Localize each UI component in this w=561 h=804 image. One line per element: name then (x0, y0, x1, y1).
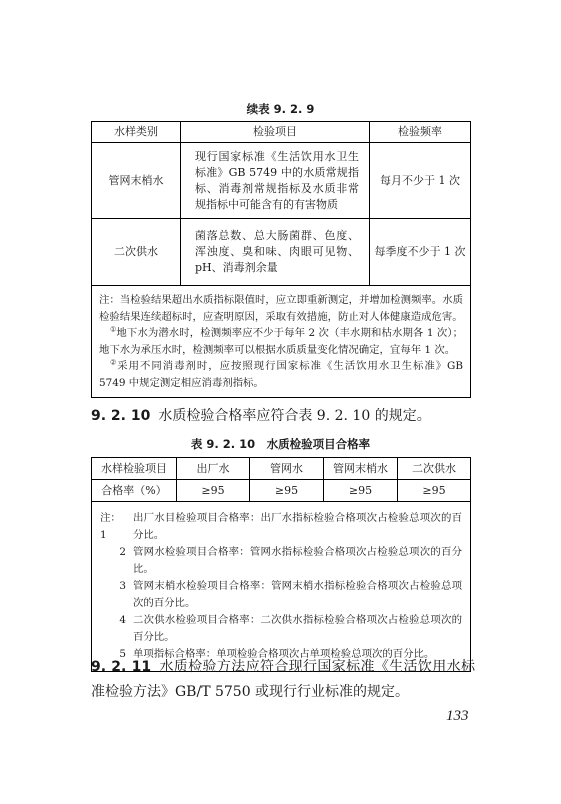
note-number: 1 (100, 529, 107, 541)
row-category: 二次供水 (92, 219, 181, 286)
clause-9-2-10 (91, 404, 475, 429)
clause-text: 水质检验合格率应符合表 9. 2. 10 的规定。 (158, 408, 431, 424)
note-text: 采用不同消毒剂时，应按照现行国家标准《生活饮用水卫生标准》GB 5749 中规定测定相应消毒剂指标。 (99, 360, 463, 389)
row-frequency: 每季度不少于 1 次 (370, 219, 471, 286)
page-number: 133 (446, 708, 469, 724)
note-item (99, 325, 463, 358)
note-text: 管网末梢水检验项目合格率：管网末梢水指标检验合格项次占检验总项次的百分比。 (133, 580, 462, 609)
table-notes (92, 502, 471, 672)
row-frequency: 每月不少于 1 次 (370, 143, 471, 219)
note-number: 4 (119, 614, 126, 626)
note-item (100, 510, 462, 544)
note-number: 3 (119, 580, 126, 592)
table-notes-row (92, 286, 471, 398)
table-notes (92, 286, 471, 398)
clause-text: 水质检验方法应符合现行国家标准《生活饮用水标准检验方法》GB/T 5750 或现行行业标准的规定。 (91, 659, 475, 700)
clause-number: 9. 2. 10 (91, 408, 151, 424)
notes-prefix: 注： (100, 512, 121, 524)
row-category: 管网末梢水 (92, 143, 181, 219)
table-header-row (92, 122, 471, 143)
note-label (100, 510, 133, 544)
table-caption: 表 9. 2. 10 水质检验项目合格率 (190, 437, 371, 451)
header-water-category: 水样类别 (92, 122, 181, 143)
water-sampling-frequency-table (91, 121, 471, 398)
header-frequency: 检验频率 (370, 122, 471, 143)
pass-rate-table (91, 457, 471, 672)
note-mark: ① (110, 325, 117, 334)
clause-number: 9. 2. 11 (91, 659, 152, 675)
note-item (99, 358, 463, 391)
table-row (92, 480, 471, 502)
note-text: 管网水检验项目合格率：管网水指标检验合格项次占检验总项次的百分比。 (133, 546, 462, 575)
note-item (100, 578, 462, 612)
note-text: 二次供水检验项目合格率：二次供水指标检验合格项次占检验总项次的百分比。 (133, 614, 462, 643)
note-item (100, 544, 462, 578)
note-text: 出厂水目检验项目合格率：出厂水指标检验合格项次占检验总项次的百分比。 (133, 512, 462, 541)
table-header-row (92, 458, 471, 480)
note-item (100, 612, 462, 646)
table-caption-continued: 续表 9. 2. 9 (246, 102, 315, 116)
row-test-items: 现行国家标准《生活饮用水卫生标准》GB 5749 中的水质常规指标、消毒剂常规指标及水质非常规指标中可能含有的有害物质 (181, 143, 370, 219)
header-cell: 二次供水 (398, 458, 471, 480)
note-number: 5 (119, 648, 126, 660)
note-main: 注：当检验结果超出水质指标限值时，应立即重新测定，并增加检测频率。水质检验结果连续超标时，应查明原因，采取有效措施，防止对人体健康造成危害。 (99, 294, 463, 323)
header-cell: 水样检验项目 (92, 458, 177, 480)
row-label: 合格率（%） (92, 480, 177, 502)
data-cell: ≥95 (250, 480, 324, 502)
table-row (92, 219, 471, 286)
note-number: 2 (119, 546, 126, 558)
table-notes-row (92, 502, 471, 672)
row-test-items: 菌落总数、总大肠菌群、色度、浑浊度、臭和味、肉眼可见物、pH、消毒剂余量 (181, 219, 370, 286)
data-cell: ≥95 (398, 480, 471, 502)
clause-9-2-11 (91, 655, 475, 705)
note-mark: ② (110, 358, 118, 367)
note-text: 单项指标合格率：单项检验合格项次占单项检验总项次的百分比。 (133, 648, 435, 660)
data-cell: ≥95 (324, 480, 398, 502)
data-cell: ≥95 (177, 480, 250, 502)
header-cell: 出厂水 (177, 458, 250, 480)
header-test-items: 检验项目 (181, 122, 370, 143)
table-row (92, 143, 471, 219)
header-cell: 管网水 (250, 458, 324, 480)
note-text: 地下水为潜水时，检测频率应不少于每年 2 次（丰水期和枯水期各 1 次）；地下水为承压水时，检测频率可以根据水质质量变化情况确定，宜每年 1 次。 (99, 327, 463, 356)
header-cell: 管网末梢水 (324, 458, 398, 480)
